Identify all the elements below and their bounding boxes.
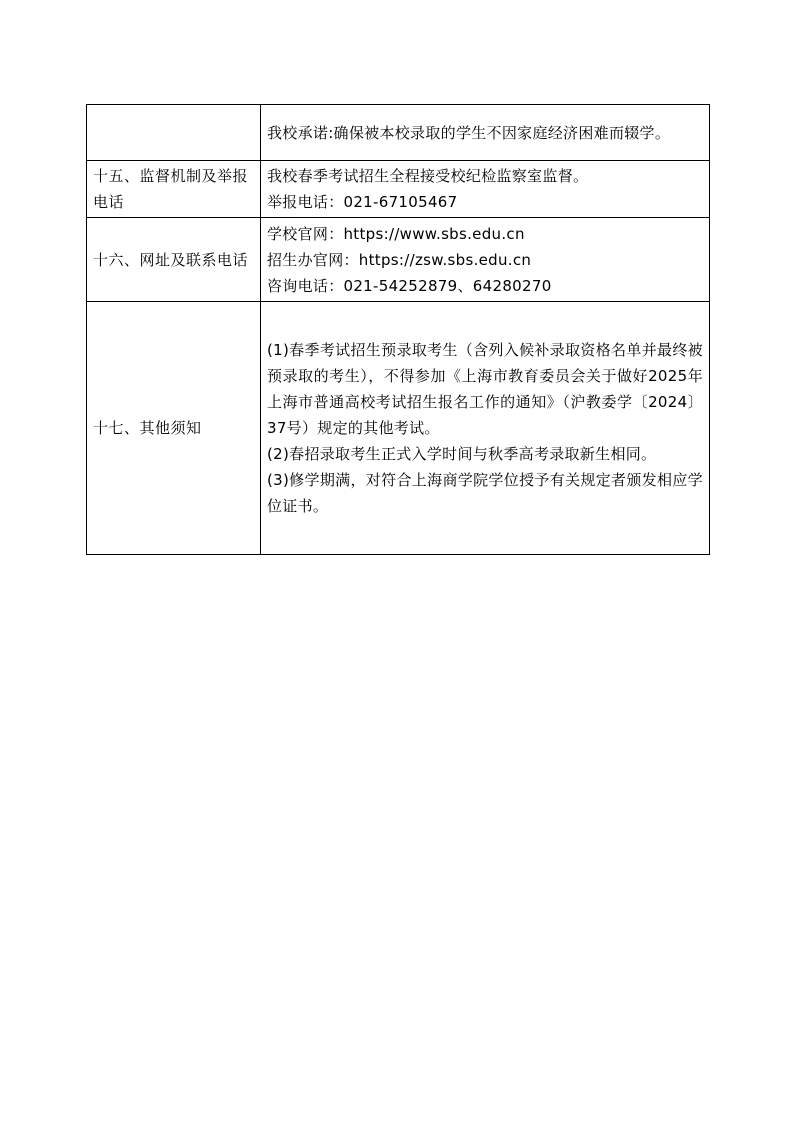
row-content bbox=[261, 302, 710, 555]
row-label bbox=[87, 105, 261, 161]
row-label: 十七、其他须知 bbox=[87, 302, 261, 555]
info-table bbox=[86, 104, 710, 555]
report-phone: 举报电话：021-67105467 bbox=[267, 193, 458, 211]
row-content bbox=[261, 105, 710, 161]
commitment-text: 我校承诺:确保被本校录取的学生不因家庭经济困难而辍学。 bbox=[267, 123, 671, 142]
table-row bbox=[87, 161, 710, 218]
notice-item-3: (3)修学期满，对符合上海商学院学位授予有关规定者颁发相应学位证书。 bbox=[267, 471, 703, 515]
row-label: 十六、网址及联系电话 bbox=[87, 218, 261, 302]
table-row bbox=[87, 302, 710, 555]
supervision-text: 我校春季考试招生全程接受校纪检监察室监督。 bbox=[267, 167, 589, 185]
notice-item-2: (2)春招录取考生正式入学时间与秋季高考录取新生相同。 bbox=[267, 445, 657, 463]
row-content bbox=[261, 218, 710, 302]
inquiry-phone: 咨询电话：021-54252879、64280270 bbox=[267, 276, 552, 295]
row-content bbox=[261, 161, 710, 218]
admissions-website: 招生办官网：https://zsw.sbs.edu.cn bbox=[267, 250, 532, 269]
notice-item-1: (1)春季考试招生预录取考生（含列入候补录取资格名单并最终被预录取的考生），不得参加《上海市教育委员会关于做好2025年上海市普通高校考试招生报名工作的通知》（沪教委学〔2024〕37号）规定的其他考试。 bbox=[267, 341, 703, 437]
table-row bbox=[87, 218, 710, 302]
table-row bbox=[87, 105, 710, 161]
row-label: 十五、监督机制及举报电话 bbox=[87, 161, 261, 218]
school-website: 学校官网：https://www.sbs.edu.cn bbox=[267, 224, 525, 243]
